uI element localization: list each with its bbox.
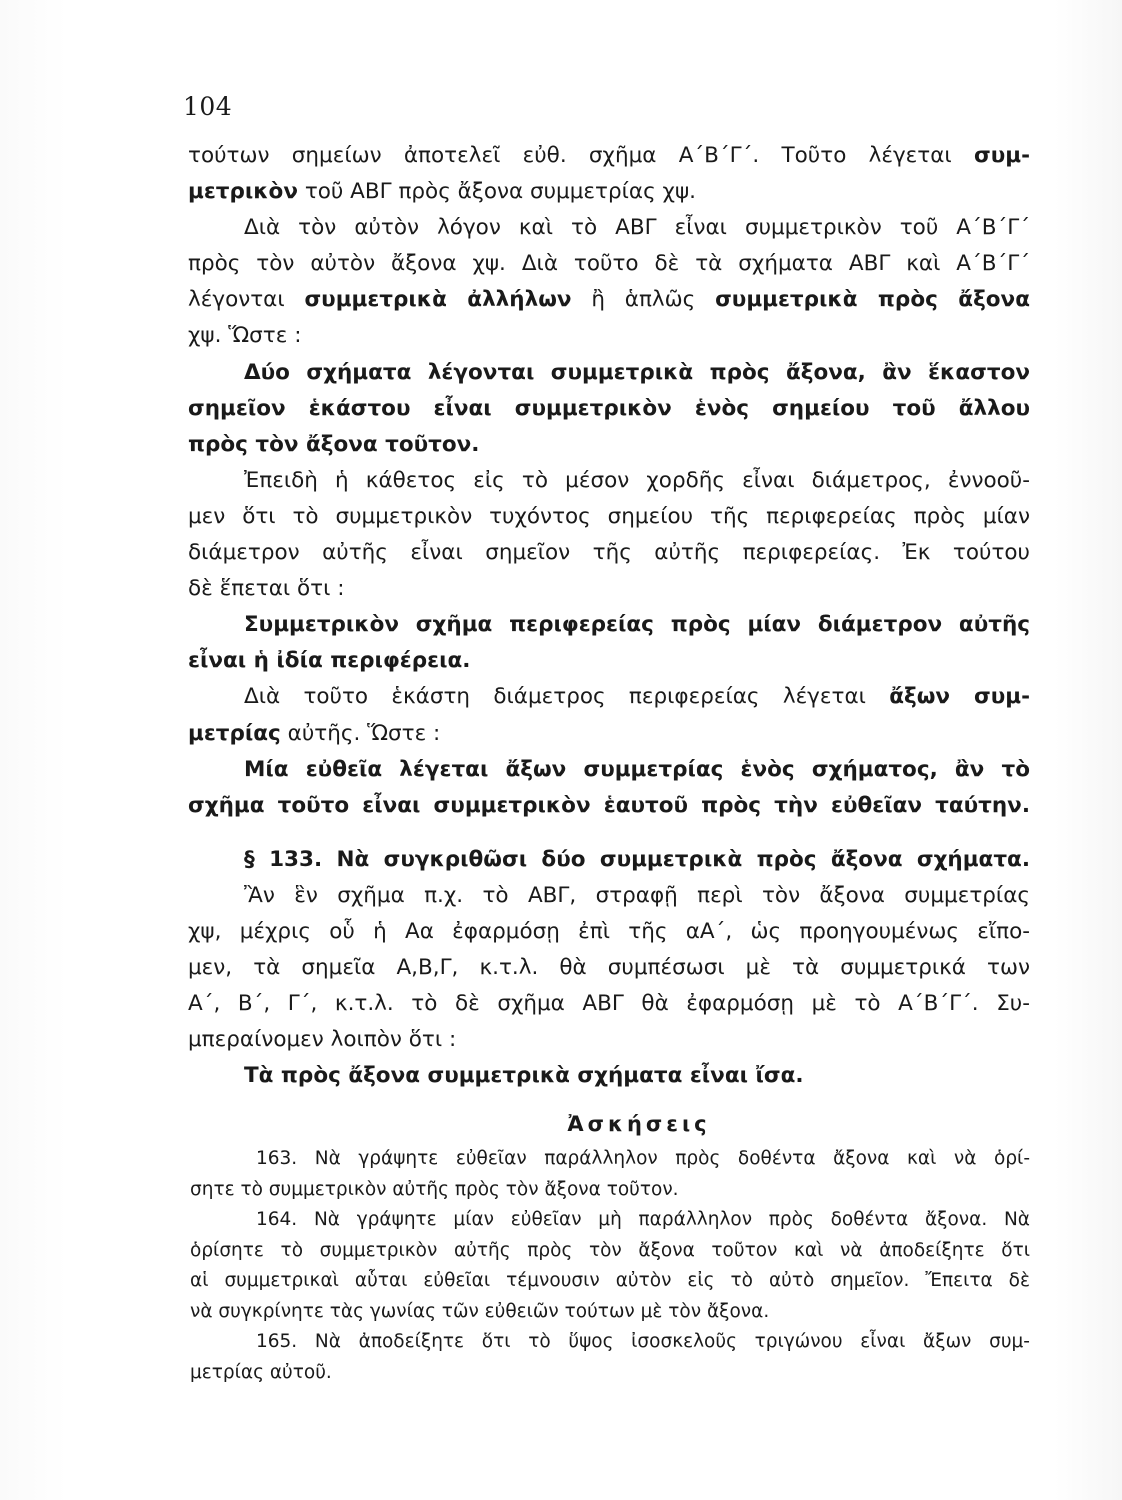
definition-line: Δύο σχήματα λέγονται συμμετρικὰ πρὸς ἄξονα, ἂν ἕκαστον xyxy=(244,359,1030,385)
exercise-line: ὁρίσητε τὸ συμμετρικὸν αὐτῆς πρὸς τὸν ἄξονα τοῦτον καὶ νὰ ἀποδείξητε ὅτι xyxy=(190,1239,1030,1261)
text-line: τούτων σημείων ἀποτελεῖ εὐθ. σχῆμα Α΄Β΄Γ΄. Τοῦτο λέγεται συμ- xyxy=(188,143,1030,168)
section-heading: § 133. Νὰ συγκριθῶσι δύο συμμετρικὰ πρὸς ἄξονα σχήματα. xyxy=(244,846,1030,872)
text-line: Ἐπειδὴ ἡ κάθετος εἰς τὸ μέσον χορδῆς εἶναι διάμετρος, ἐννοοῦ- xyxy=(244,467,1030,493)
text-line: μεν, τὰ σημεῖα Α,Β,Γ, κ.τ.λ. θὰ συμπέσωσι μὲ τὰ συμμετρικά των xyxy=(188,955,1030,981)
exercises-list xyxy=(188,1144,1030,1388)
text-line: Α΄, Β΄, Γ΄, κ.τ.λ. τὸ δὲ σχῆμα ΑΒΓ θὰ ἐφαρμόσῃ μὲ τὸ Α΄Β΄Γ΄. Συ- xyxy=(188,991,1030,1017)
theorem-line: εἶναι ἡ ἰδία περιφέρεια. xyxy=(188,648,471,674)
exercise-line: νὰ συγκρίνητε τὰς γωνίας τῶν εὐθειῶν τούτων μὲ τὸν ἄξονα. xyxy=(190,1300,770,1322)
definition-line: Μία εὐθεῖα λέγεται ἄξων συμμετρίας ἑνὸς σχήματος, ἂν τὸ xyxy=(244,756,1030,782)
text-line: διάμετρον αὐτῆς εἶναι σημεῖον τῆς αὐτῆς περιφερείας. Ἐκ τούτου xyxy=(188,540,1030,566)
exercise-line: 163. Νὰ γράψητε εὐθεῖαν παράλληλον πρὸς δοθέντα ἄξονα καὶ νὰ ὁρί- xyxy=(256,1148,1030,1170)
text-line: Ἂν ἓν σχῆμα π.χ. τὸ ΑΒΓ, στραφῇ περὶ τὸν ἄξονα συμμετρίας xyxy=(244,882,1030,908)
text-line: χψ. Ὥστε : xyxy=(188,323,302,349)
text-line: πρὸς τὸν αὐτὸν ἄξονα χψ. Διὰ τοῦτο δὲ τὰ σχήματα ΑΒΓ καὶ Α΄Β΄Γ΄ xyxy=(188,251,1030,277)
text-line: χψ, μέχρις οὗ ἡ Αα ἐφαρμόσῃ ἐπὶ τῆς αΑ΄, ὡς προηγουμένως εἴπο- xyxy=(188,918,1030,944)
text-line: δὲ ἕπεται ὅτι : xyxy=(188,576,345,602)
exercise-line: μετρίας αὐτοῦ. xyxy=(190,1361,332,1383)
exercise-line: 165. Νὰ ἀποδείξητε ὅτι τὸ ὕψος ἰσοσκελοῦς τριγώνου εἶναι ἄξων συμ- xyxy=(256,1331,1030,1353)
text-line: Διὰ τὸν αὐτὸν λόγον καὶ τὸ ΑΒΓ εἶναι συμμετρικὸν τοῦ Α΄Β΄Γ΄ xyxy=(244,215,1030,241)
exercises-title: Ἀσκήσεις xyxy=(567,1112,711,1137)
theorem-line: Συμμετρικὸν σχῆμα περιφερείας πρὸς μίαν διάμετρον αὐτῆς xyxy=(244,612,1030,638)
text-line: μετρίας αὐτῆς. Ὥστε : xyxy=(188,720,441,746)
exercise-line: σητε τὸ συμμετρικὸν αὐτῆς πρὸς τὸν ἄξονα τοῦτον. xyxy=(190,1178,679,1200)
theorem-line: Τὰ πρὸς ἄξονα συμμετρικὰ σχήματα εἶναι ἴσα. xyxy=(244,1063,804,1089)
exercise-line: 164. Νὰ γράψητε μίαν εὐθεῖαν μὴ παράλληλον πρὸς δοθέντα ἄξονα. Νὰ xyxy=(256,1209,1030,1231)
main-text xyxy=(188,138,1030,1388)
page-number: 104 xyxy=(183,92,233,121)
definition-line: σχῆμα τοῦτο εἶναι συμμετρικὸν ἑαυτοῦ πρὸς τὴν εὐθεῖαν ταύτην. xyxy=(188,792,1030,818)
text-line: μπεραίνομεν λοιπὸν ὅτι : xyxy=(188,1027,457,1053)
exercise-line: αἱ συμμετρικαὶ αὗται εὐθεῖαι τέμνουσιν αὐτὸν εἰς τὸ αὐτὸ σημεῖον. Ἔπειτα δὲ xyxy=(190,1270,1030,1292)
text-line: Διὰ τοῦτο ἑκάστη διάμετρος περιφερείας λέγεται ἄξων συμ- xyxy=(244,684,1030,710)
text-line: μετρικὸν τοῦ ΑΒΓ πρὸς ἄξονα συμμετρίας χψ. xyxy=(188,179,696,205)
definition-line: σημεῖον ἑκάστου εἶναι συμμετρικὸν ἑνὸς σημείου τοῦ ἄλλου xyxy=(188,395,1030,421)
definition-line: πρὸς τὸν ἄξονα τοῦτον. xyxy=(188,431,480,457)
text-line: λέγονται συμμετρικὰ ἀλλήλων ἢ ἁπλῶς συμμετρικὰ πρὸς ἄξονα xyxy=(188,287,1030,313)
text-line: μεν ὅτι τὸ συμμετρικὸν τυχόντος σημείου τῆς περιφερείας πρὸς μίαν xyxy=(188,503,1030,529)
